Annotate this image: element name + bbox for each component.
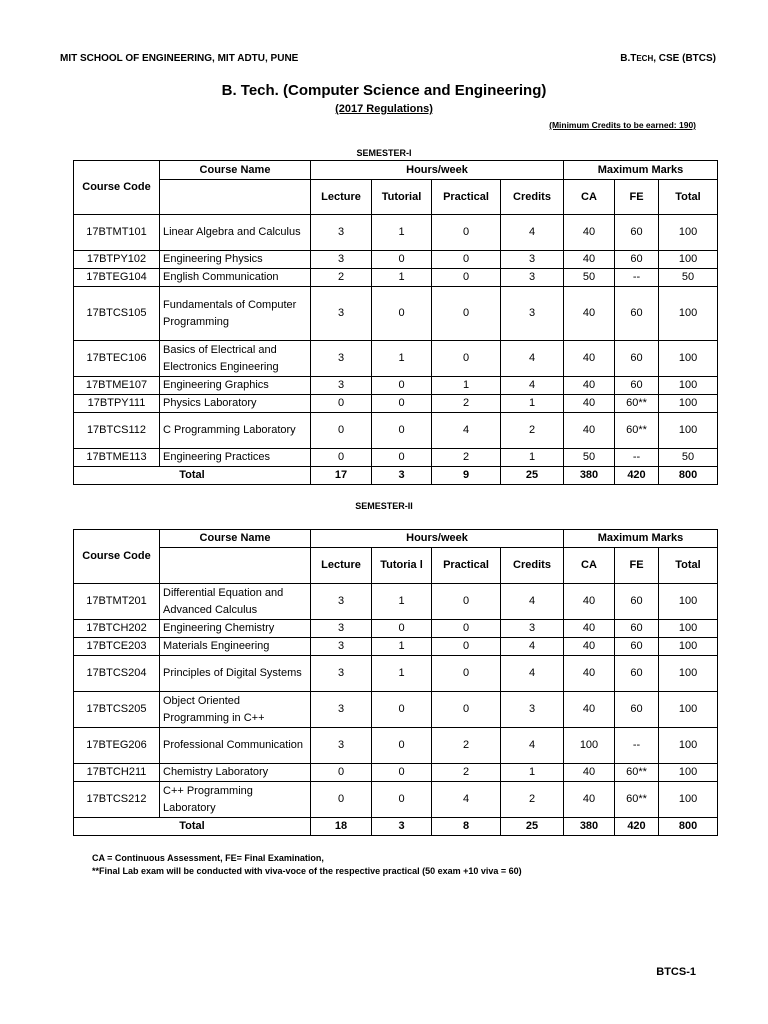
course-tutorial: 1 <box>372 656 432 692</box>
course-lecture: 3 <box>311 251 372 269</box>
course-fe: 60 <box>615 377 659 395</box>
course-ca: 40 <box>564 638 615 656</box>
course-lecture: 0 <box>311 782 372 818</box>
course-credits: 1 <box>501 395 564 413</box>
course-ca: 100 <box>564 728 615 764</box>
semester-1-table <box>73 160 718 485</box>
course-row <box>74 692 718 728</box>
maximum-marks-header: Maximum Marks <box>564 530 718 548</box>
course-ca: 40 <box>564 251 615 269</box>
course-fe: -- <box>615 449 659 467</box>
course-credits: 4 <box>501 728 564 764</box>
course-name: Chemistry Laboratory <box>160 764 311 782</box>
total-fe: 420 <box>615 467 659 485</box>
semester-1-rows <box>74 215 718 467</box>
course-name: Engineering Chemistry <box>160 620 311 638</box>
course-fe: 60** <box>615 395 659 413</box>
footnote-abbreviations: CA = Continuous Assessment, FE= Final Examination, <box>92 853 324 863</box>
course-fe: -- <box>615 269 659 287</box>
course-total-marks: 100 <box>659 395 718 413</box>
program-header-smallcaps: ECH <box>636 54 654 63</box>
lecture-header: Lecture <box>311 548 372 584</box>
course-ca: 40 <box>564 782 615 818</box>
total-marks: 800 <box>659 818 718 836</box>
course-row <box>74 413 718 449</box>
course-practical: 4 <box>432 413 501 449</box>
course-practical: 2 <box>432 395 501 413</box>
course-practical: 0 <box>432 215 501 251</box>
credits-header: Credits <box>501 180 564 215</box>
course-credits: 4 <box>501 341 564 377</box>
course-practical: 0 <box>432 638 501 656</box>
ca-header: CA <box>564 548 615 584</box>
course-total-marks: 100 <box>659 764 718 782</box>
course-practical: 0 <box>432 584 501 620</box>
course-credits: 3 <box>501 251 564 269</box>
course-credits: 2 <box>501 413 564 449</box>
total-label: Total <box>74 467 311 485</box>
course-credits: 4 <box>501 377 564 395</box>
course-lecture: 3 <box>311 620 372 638</box>
course-practical: 0 <box>432 656 501 692</box>
course-practical: 4 <box>432 782 501 818</box>
course-name: Materials Engineering <box>160 638 311 656</box>
total-label: Total <box>74 818 311 836</box>
total-fe: 420 <box>615 818 659 836</box>
course-code: 17BTCS112 <box>74 413 160 449</box>
course-code: 17BTCS105 <box>74 287 160 341</box>
course-code-header: Course Code <box>74 530 160 584</box>
course-credits: 3 <box>501 692 564 728</box>
page-title: B. Tech. (Computer Science and Engineering) <box>221 82 547 99</box>
course-tutorial: 0 <box>372 287 432 341</box>
course-credits: 4 <box>501 584 564 620</box>
course-code: 17BTPY111 <box>74 395 160 413</box>
course-practical: 0 <box>432 620 501 638</box>
course-ca: 40 <box>564 341 615 377</box>
total-header: Total <box>659 548 718 584</box>
course-code: 17BTEG206 <box>74 728 160 764</box>
course-tutorial: 0 <box>372 692 432 728</box>
course-code: 17BTCS212 <box>74 782 160 818</box>
course-practical: 2 <box>432 728 501 764</box>
course-total-marks: 100 <box>659 728 718 764</box>
course-fe: 60** <box>615 782 659 818</box>
course-name-header: Course Name <box>160 530 311 548</box>
practical-header: Practical <box>432 548 501 584</box>
course-ca: 40 <box>564 413 615 449</box>
course-name: Engineering Physics <box>160 251 311 269</box>
semester-2-label: SEMESTER-II <box>355 501 413 511</box>
course-ca: 40 <box>564 692 615 728</box>
course-tutorial: 0 <box>372 782 432 818</box>
course-name: Basics of Electrical and Electronics Engineering <box>160 341 311 377</box>
course-name: C++ Programming Laboratory <box>160 782 311 818</box>
course-name: Physics Laboratory <box>160 395 311 413</box>
semester-1-total-row <box>74 467 718 485</box>
course-fe: 60 <box>615 251 659 269</box>
fe-header: FE <box>615 180 659 215</box>
hours-week-header: Hours/week <box>311 161 564 180</box>
course-lecture: 3 <box>311 638 372 656</box>
course-lecture: 3 <box>311 287 372 341</box>
tutorial-header: Tutoria l <box>372 548 432 584</box>
practical-header: Practical <box>432 180 501 215</box>
course-row <box>74 215 718 251</box>
fe-header: FE <box>615 548 659 584</box>
course-ca: 40 <box>564 620 615 638</box>
total-tutorial: 3 <box>372 818 432 836</box>
total-ca: 380 <box>564 818 615 836</box>
footnote-final-lab: **Final Lab exam will be conducted with viva-voce of the respective practical (50 exam +10 viva = 60) <box>92 866 522 876</box>
total-tutorial: 3 <box>372 467 432 485</box>
course-row <box>74 395 718 413</box>
course-total-marks: 100 <box>659 692 718 728</box>
course-name: English Communication <box>160 269 311 287</box>
course-name: C Programming Laboratory <box>160 413 311 449</box>
lecture-header: Lecture <box>311 180 372 215</box>
course-name: Professional Communication <box>160 728 311 764</box>
course-code: 17BTCH211 <box>74 764 160 782</box>
course-row <box>74 764 718 782</box>
course-ca: 40 <box>564 287 615 341</box>
course-tutorial: 0 <box>372 449 432 467</box>
total-header: Total <box>659 180 718 215</box>
hours-week-header: Hours/week <box>311 530 564 548</box>
total-credits: 25 <box>501 818 564 836</box>
course-total-marks: 100 <box>659 782 718 818</box>
course-ca: 40 <box>564 377 615 395</box>
course-name-header-blank <box>160 180 311 215</box>
course-lecture: 3 <box>311 692 372 728</box>
course-code: 17BTCH202 <box>74 620 160 638</box>
course-fe: 60 <box>615 341 659 377</box>
course-total-marks: 100 <box>659 638 718 656</box>
course-row <box>74 449 718 467</box>
course-tutorial: 0 <box>372 395 432 413</box>
course-ca: 50 <box>564 449 615 467</box>
course-fe: 60** <box>615 413 659 449</box>
course-tutorial: 1 <box>372 341 432 377</box>
course-total-marks: 100 <box>659 656 718 692</box>
maximum-marks-header: Maximum Marks <box>564 161 718 180</box>
course-credits: 3 <box>501 287 564 341</box>
course-total-marks: 50 <box>659 269 718 287</box>
course-row <box>74 251 718 269</box>
course-ca: 40 <box>564 584 615 620</box>
page-number: BTCS-1 <box>656 966 696 978</box>
course-total-marks: 100 <box>659 413 718 449</box>
total-lecture: 17 <box>311 467 372 485</box>
course-code: 17BTME107 <box>74 377 160 395</box>
course-name: Linear Algebra and Calculus <box>160 215 311 251</box>
total-credits: 25 <box>501 467 564 485</box>
course-total-marks: 100 <box>659 620 718 638</box>
tutorial-header: Tutorial <box>372 180 432 215</box>
course-lecture: 2 <box>311 269 372 287</box>
course-total-marks: 100 <box>659 584 718 620</box>
course-row <box>74 620 718 638</box>
course-lecture: 0 <box>311 413 372 449</box>
course-ca: 40 <box>564 215 615 251</box>
ca-header: CA <box>564 180 615 215</box>
footnotes <box>92 852 522 878</box>
course-total-marks: 100 <box>659 287 718 341</box>
course-row <box>74 269 718 287</box>
course-total-marks: 100 <box>659 215 718 251</box>
total-practical: 8 <box>432 818 501 836</box>
course-lecture: 3 <box>311 341 372 377</box>
course-fe: 60 <box>615 215 659 251</box>
course-fe: 60 <box>615 638 659 656</box>
course-ca: 40 <box>564 764 615 782</box>
course-fe: 60 <box>615 620 659 638</box>
course-name: Differential Equation and Advanced Calculus <box>160 584 311 620</box>
course-credits: 4 <box>501 638 564 656</box>
course-fe: 60 <box>615 584 659 620</box>
course-tutorial: 0 <box>372 620 432 638</box>
course-row <box>74 341 718 377</box>
total-ca: 380 <box>564 467 615 485</box>
course-credits: 4 <box>501 656 564 692</box>
course-lecture: 3 <box>311 215 372 251</box>
course-code: 17BTCS204 <box>74 656 160 692</box>
course-credits: 3 <box>501 620 564 638</box>
course-tutorial: 0 <box>372 728 432 764</box>
course-code: 17BTEC106 <box>74 341 160 377</box>
credits-header: Credits <box>501 548 564 584</box>
course-total-marks: 100 <box>659 251 718 269</box>
course-row <box>74 638 718 656</box>
course-name: Engineering Graphics <box>160 377 311 395</box>
regulations-subtitle: (2017 Regulations) <box>335 103 433 115</box>
course-fe: 60 <box>615 692 659 728</box>
course-credits: 1 <box>501 449 564 467</box>
course-name: Object Oriented Programming in C++ <box>160 692 311 728</box>
semester-2-table <box>73 529 718 836</box>
course-lecture: 3 <box>311 377 372 395</box>
course-tutorial: 0 <box>372 377 432 395</box>
course-row <box>74 782 718 818</box>
course-lecture: 0 <box>311 764 372 782</box>
course-credits: 4 <box>501 215 564 251</box>
course-practical: 0 <box>432 341 501 377</box>
course-total-marks: 100 <box>659 341 718 377</box>
program-header-suffix: , CSE (BTCS) <box>653 53 716 64</box>
course-ca: 40 <box>564 395 615 413</box>
course-total-marks: 50 <box>659 449 718 467</box>
course-ca: 50 <box>564 269 615 287</box>
course-row <box>74 287 718 341</box>
course-practical: 0 <box>432 692 501 728</box>
course-tutorial: 0 <box>372 251 432 269</box>
institution-header: MIT SCHOOL OF ENGINEERING, MIT ADTU, PUNE <box>60 53 299 64</box>
course-name: Engineering Practices <box>160 449 311 467</box>
semester-2-total-row <box>74 818 718 836</box>
semester-1-label: SEMESTER-I <box>356 148 412 158</box>
course-name-header-blank <box>160 548 311 584</box>
course-code: 17BTME113 <box>74 449 160 467</box>
course-lecture: 3 <box>311 656 372 692</box>
course-tutorial: 1 <box>372 584 432 620</box>
course-lecture: 3 <box>311 584 372 620</box>
course-row <box>74 728 718 764</box>
course-code-header: Course Code <box>74 161 160 215</box>
course-row <box>74 656 718 692</box>
course-row <box>74 377 718 395</box>
course-credits: 1 <box>501 764 564 782</box>
course-fe: 60 <box>615 287 659 341</box>
course-practical: 0 <box>432 287 501 341</box>
semester-2-rows <box>74 584 718 818</box>
course-fe: 60 <box>615 656 659 692</box>
course-ca: 40 <box>564 656 615 692</box>
total-marks: 800 <box>659 467 718 485</box>
course-tutorial: 1 <box>372 269 432 287</box>
course-code: 17BTMT201 <box>74 584 160 620</box>
total-practical: 9 <box>432 467 501 485</box>
course-lecture: 0 <box>311 395 372 413</box>
course-tutorial: 0 <box>372 764 432 782</box>
course-practical: 0 <box>432 269 501 287</box>
course-practical: 2 <box>432 449 501 467</box>
course-practical: 1 <box>432 377 501 395</box>
course-code: 17BTCE203 <box>74 638 160 656</box>
course-credits: 2 <box>501 782 564 818</box>
course-lecture: 3 <box>311 728 372 764</box>
course-fe: -- <box>615 728 659 764</box>
course-name: Fundamentals of Computer Programming <box>160 287 311 341</box>
course-code: 17BTMT101 <box>74 215 160 251</box>
course-practical: 0 <box>432 251 501 269</box>
course-code: 17BTEG104 <box>74 269 160 287</box>
course-credits: 3 <box>501 269 564 287</box>
course-total-marks: 100 <box>659 377 718 395</box>
course-name: Principles of Digital Systems <box>160 656 311 692</box>
program-header <box>620 53 716 64</box>
course-name-header: Course Name <box>160 161 311 180</box>
course-tutorial: 1 <box>372 215 432 251</box>
program-header-prefix: B.T <box>620 53 637 64</box>
course-fe: 60** <box>615 764 659 782</box>
course-tutorial: 0 <box>372 413 432 449</box>
minimum-credits-note: (Minimum Credits to be earned: 190) <box>549 120 696 130</box>
course-tutorial: 1 <box>372 638 432 656</box>
course-practical: 2 <box>432 764 501 782</box>
course-code: 17BTPY102 <box>74 251 160 269</box>
course-code: 17BTCS205 <box>74 692 160 728</box>
course-row <box>74 584 718 620</box>
course-lecture: 0 <box>311 449 372 467</box>
total-lecture: 18 <box>311 818 372 836</box>
